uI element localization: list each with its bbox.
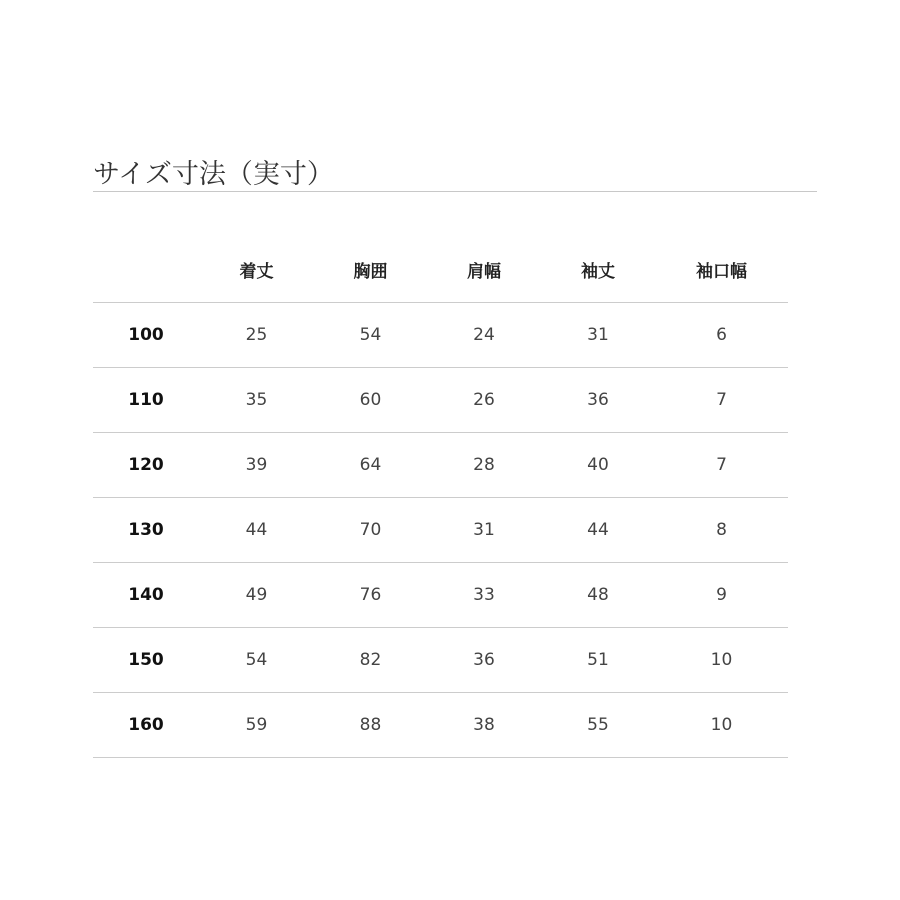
column-header-cuff: 袖口幅: [655, 237, 788, 303]
size-label: 130: [93, 498, 199, 563]
column-header-length: 着丈: [199, 237, 314, 303]
table-row: [93, 628, 788, 693]
table-cell: 6: [655, 303, 788, 368]
table-cell: 24: [427, 303, 541, 368]
table-cell: 38: [427, 693, 541, 758]
table-row: [93, 303, 788, 368]
table-cell: 54: [199, 628, 314, 693]
table-cell: 82: [314, 628, 427, 693]
table-cell: 7: [655, 433, 788, 498]
table-cell: 40: [541, 433, 655, 498]
table-cell: 26: [427, 368, 541, 433]
column-header-sleeve: 袖丈: [541, 237, 655, 303]
table-cell: 60: [314, 368, 427, 433]
table-cell: 39: [199, 433, 314, 498]
corner-cell: [93, 237, 199, 303]
table-cell: 48: [541, 563, 655, 628]
table-cell: 70: [314, 498, 427, 563]
table-cell: 31: [541, 303, 655, 368]
column-header-shoulder: 肩幅: [427, 237, 541, 303]
table-cell: 9: [655, 563, 788, 628]
table-row: [93, 563, 788, 628]
title-divider: [93, 191, 817, 192]
table-cell: 25: [199, 303, 314, 368]
table-cell: 10: [655, 628, 788, 693]
size-label: 150: [93, 628, 199, 693]
table-cell: 54: [314, 303, 427, 368]
table-cell: 36: [427, 628, 541, 693]
table-cell: 64: [314, 433, 427, 498]
column-header-chest: 胸囲: [314, 237, 427, 303]
table-row: [93, 433, 788, 498]
table-row: [93, 368, 788, 433]
table-cell: 49: [199, 563, 314, 628]
table-cell: 44: [541, 498, 655, 563]
size-label: 100: [93, 303, 199, 368]
table-cell: 35: [199, 368, 314, 433]
table-cell: 33: [427, 563, 541, 628]
size-table: [93, 237, 788, 758]
table-row: [93, 693, 788, 758]
table-cell: 59: [199, 693, 314, 758]
table-cell: 28: [427, 433, 541, 498]
table-cell: 55: [541, 693, 655, 758]
table-cell: 51: [541, 628, 655, 693]
table-cell: 36: [541, 368, 655, 433]
size-label: 110: [93, 368, 199, 433]
table-row: [93, 498, 788, 563]
size-label: 140: [93, 563, 199, 628]
table-cell: 44: [199, 498, 314, 563]
table-cell: 10: [655, 693, 788, 758]
page-title: サイズ寸法（実寸）: [93, 159, 334, 191]
table-cell: 7: [655, 368, 788, 433]
size-label: 120: [93, 433, 199, 498]
table-cell: 31: [427, 498, 541, 563]
table-cell: 8: [655, 498, 788, 563]
table-cell: 88: [314, 693, 427, 758]
header-row: [93, 237, 788, 303]
size-label: 160: [93, 693, 199, 758]
table-cell: 76: [314, 563, 427, 628]
